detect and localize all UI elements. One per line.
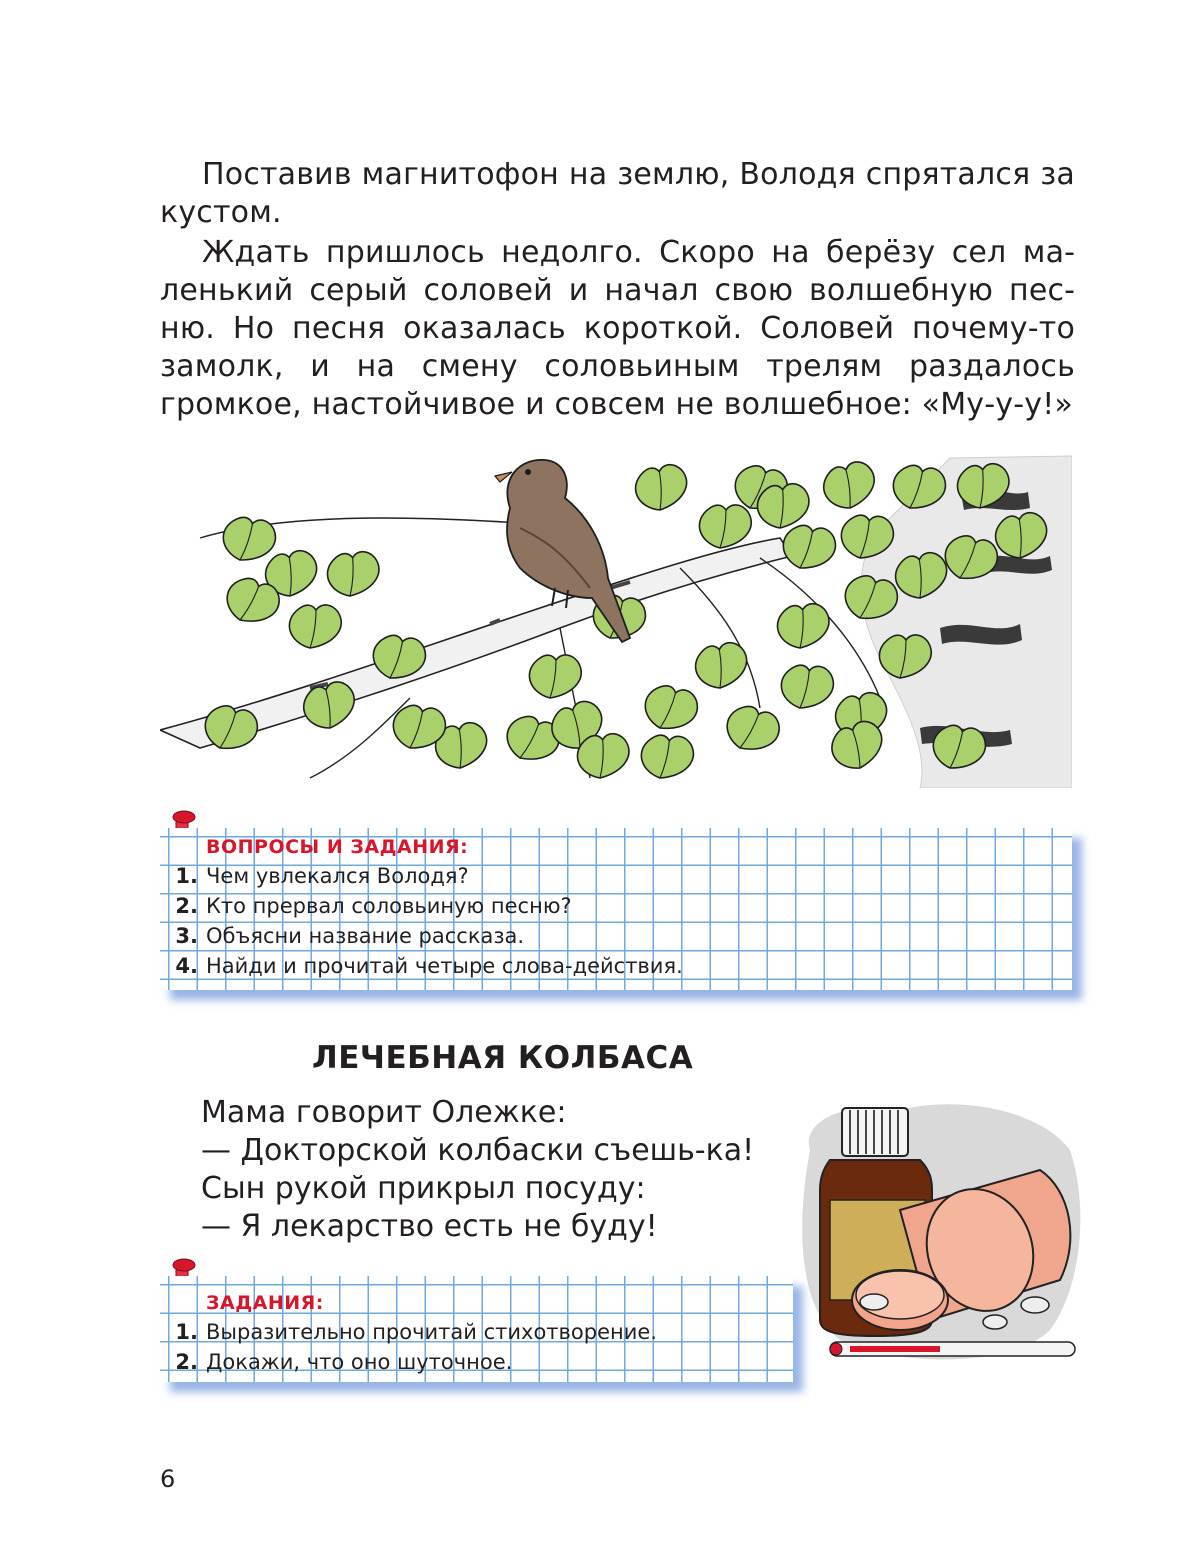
list-item: 3. Объясни название рассказа. [175, 924, 525, 948]
questions-list [166, 861, 683, 981]
poem-line: Сын рукой прикрыл посуду: [201, 1171, 646, 1206]
list-item: 2. Кто прервал соловьиную песню? [175, 894, 572, 918]
questions-panel [160, 828, 1072, 990]
list-item: 1. Чем увлекался Володя? [175, 864, 469, 888]
poem-text [201, 1094, 754, 1246]
tasks-panel [160, 1276, 793, 1382]
list-item: 2. Докажи, что оно шуточное. [175, 1350, 513, 1374]
nightingale-on-birch-illustration [160, 448, 1072, 788]
tasks-heading: ЗАДАНИЯ: [206, 1292, 324, 1314]
questions-heading: ВОПРОСЫ И ЗАДАНИЯ: [206, 836, 469, 858]
medicine-and-sausage-illustration [790, 1090, 1090, 1380]
poem-line: — Докторской колбаски съешь-ка! [201, 1133, 755, 1168]
page-number: 6 [160, 1465, 176, 1493]
list-item: 1. Выразительно прочитай стихотворение. [175, 1320, 657, 1344]
story-paragraph-1: Поставив магнитофон на землю, Володя спрятался за кустом. [160, 157, 1075, 230]
story-paragraph-2: Ждать пришлось недолго. Скоро на берёзу сел маленький серый соловей и начал свою волшебную песню. Но песня оказалась короткой. Соловей почему-то замолк, и на смену соловьиным трелям раздалось громкое, настойчивое и совсем не волшебное: «Му-у-у!» [160, 235, 1075, 422]
tasks-list [166, 1317, 657, 1377]
poem-line: Мама говорит Олежке: [201, 1095, 567, 1130]
poem-title: ЛЕЧЕБНАЯ КОЛБАСА [312, 1040, 694, 1076]
poem-line: — Я лекарство есть не буду! [201, 1209, 658, 1244]
list-item: 4. Найди и прочитай четыре слова-действия. [175, 954, 683, 978]
